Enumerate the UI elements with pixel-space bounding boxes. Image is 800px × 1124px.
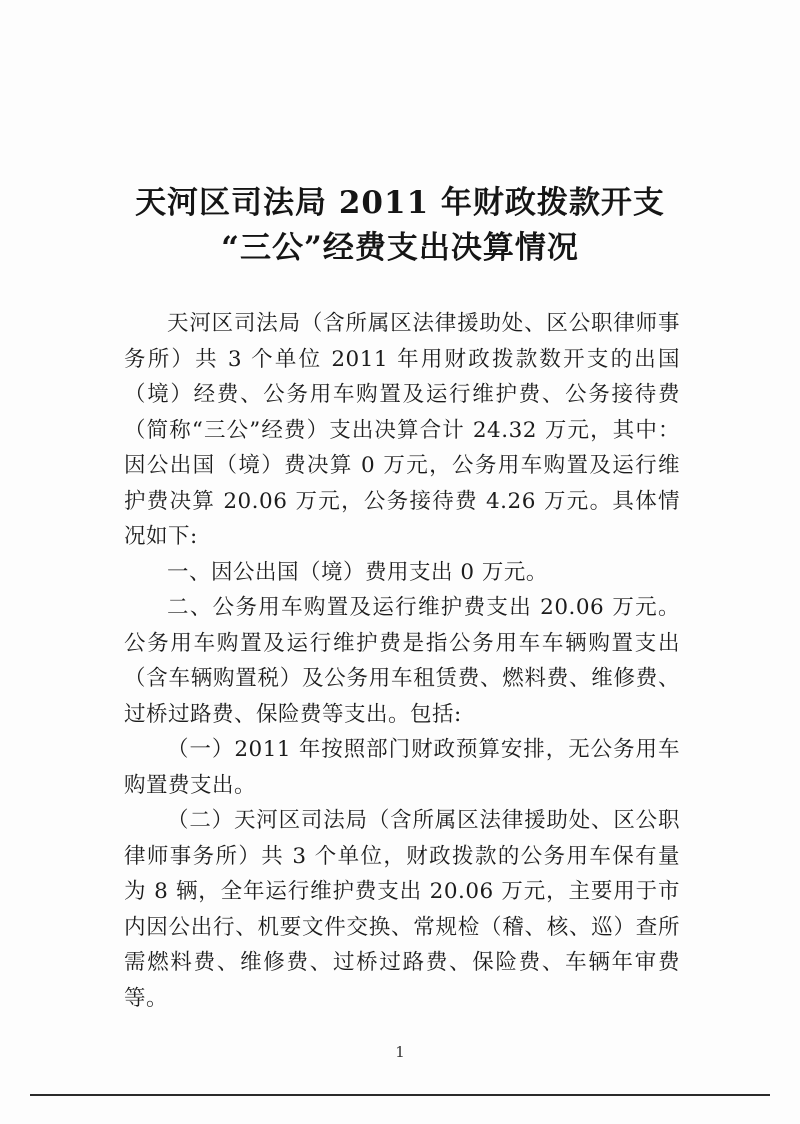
paragraph-section-two: 二、公务用车购置及运行维护费支出 20.06 万元。公务用车购置及运行维护费是指公务用车车辆购置支出（含车辆购置税）及公务用车租赁费、燃料费、维修费、过桥过路费、保险费等支出。包括: <box>124 595 680 727</box>
paragraph-subsection-two: （二）天河区司法局（含所属区法律援助处、区公职律师事务所）共 3 个单位，财政拨款的公务用车保有量为 8 辆，全年运行维护费支出 20.06 万元，主要用于市内因公出行、机要文件交换、常规检（稽、核、巡）查所需燃料费、维修费、过桥过路费、保险费、车辆年审费等。 <box>124 808 680 1011</box>
document-title-line2: “三公”经费支出决算情况 <box>221 230 579 266</box>
paragraph-subsection-one: （一）2011 年按照部门财政预算安排，无公务用车购置费支出。 <box>124 737 680 798</box>
paragraph-summary: 天河区司法局（含所属区法律援助处、区公职律师事务所）共 3 个单位 2011 年用财政拨款数开支的出国（境）经费、公务用车购置及运行维护费、公务接待费（简称“三公”经费）支出决算合计 24.32 万元，其中：因公出国（境）费决算 0 万元，公务用车购置及运行维护费决算 20.06 万元，公务接待费 4.26 万元。具体情况如下: <box>124 311 680 549</box>
bottom-divider <box>30 1094 770 1096</box>
paragraph-section-one: 一、因公出国（境）费用支出 0 万元。 <box>167 559 548 585</box>
document-title-line1: 天河区司法局 2011 年财政拨款开支 <box>135 185 665 221</box>
page-number: 1 <box>395 1043 405 1061</box>
document-body <box>124 306 680 1016</box>
